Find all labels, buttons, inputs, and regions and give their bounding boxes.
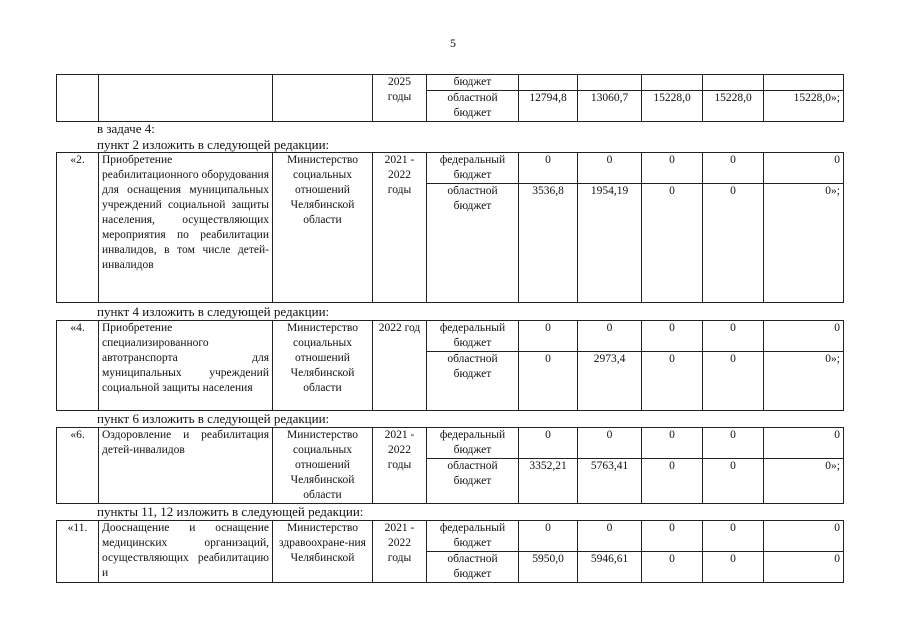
cell-period: 2021 - 2022 годы bbox=[373, 153, 427, 303]
cell-value: 0 bbox=[764, 428, 844, 459]
cell-value: 0»; bbox=[764, 459, 844, 504]
cell-value: 0 bbox=[703, 321, 764, 352]
cell-value: 0 bbox=[703, 184, 764, 303]
cell-value: 0 bbox=[519, 521, 578, 552]
cell-org: Министерство социальных отношений Челябинской области bbox=[273, 428, 373, 504]
cell-value bbox=[578, 75, 642, 91]
cell-value: 3352,21 bbox=[519, 459, 578, 504]
cell-value: 0 bbox=[764, 521, 844, 552]
cell-value: 0 bbox=[703, 352, 764, 411]
cell-fund: федеральный бюджет bbox=[427, 153, 519, 184]
cell-period bbox=[373, 75, 427, 122]
table-item-11 bbox=[56, 520, 844, 583]
cell-value bbox=[764, 75, 844, 91]
cell-value: 0 bbox=[642, 521, 703, 552]
cell-period: 2022 год bbox=[373, 321, 427, 411]
period-line: годы bbox=[387, 91, 412, 103]
cell-value: 3536,8 bbox=[519, 184, 578, 303]
cell-value: 12794,8 bbox=[519, 91, 578, 122]
caption-p2: пункт 2 изложить в следующей редакции: bbox=[97, 137, 330, 152]
cell-num: «6. bbox=[57, 428, 99, 504]
cell-org bbox=[273, 75, 373, 122]
caption-task4: в задаче 4: bbox=[97, 121, 155, 136]
cell-value: 0 bbox=[519, 321, 578, 352]
cell-value bbox=[642, 75, 703, 91]
cell-org: Министерство здравоохране-ния Челябинской bbox=[273, 521, 373, 583]
cell-value: 0»; bbox=[764, 352, 844, 411]
cell-name: Приобретение реабилитационного оборудования для оснащения муниципальных учреждений социальной защиты населения, осуществляющих мероприятия по реабилитации инвалидов, в том числе детей-инвалидов bbox=[99, 153, 273, 303]
cell-fund: областной бюджет bbox=[427, 352, 519, 411]
cell-fund: бюджет bbox=[427, 75, 519, 91]
cell-value: 0 bbox=[642, 428, 703, 459]
cell-value: 0 bbox=[519, 352, 578, 411]
cell-value: 0 bbox=[578, 153, 642, 184]
cell-value: 0 bbox=[642, 321, 703, 352]
cell-num: «2. bbox=[57, 153, 99, 303]
cell-org: Министерство социальных отношений Челябинской области bbox=[273, 321, 373, 411]
cell-value: 0»; bbox=[764, 184, 844, 303]
page-number: 5 bbox=[450, 36, 456, 50]
cell-value bbox=[519, 75, 578, 91]
cell-fund: федеральный бюджет bbox=[427, 321, 519, 352]
cell-value: 0 bbox=[578, 521, 642, 552]
cell-value: 0 bbox=[578, 321, 642, 352]
table-tail bbox=[56, 74, 844, 122]
cell-value: 0 bbox=[519, 428, 578, 459]
cell-value: 0 bbox=[578, 428, 642, 459]
period-line: 2025 bbox=[388, 76, 411, 88]
cell-value: 0 bbox=[764, 153, 844, 184]
cell-value: 0 bbox=[703, 153, 764, 184]
cell-value: 0 bbox=[642, 153, 703, 184]
cell-value: 2973,4 bbox=[578, 352, 642, 411]
cell-value: 0 bbox=[642, 352, 703, 411]
cell-fund: областной бюджет bbox=[427, 184, 519, 303]
cell-fund: областной бюджет bbox=[427, 91, 519, 122]
cell-fund: федеральный бюджет bbox=[427, 521, 519, 552]
cell-value: 0 bbox=[642, 459, 703, 504]
cell-value: 0 bbox=[703, 552, 764, 583]
caption-p4: пункт 4 изложить в следующей редакции: bbox=[97, 304, 330, 319]
cell-value: 1954,19 bbox=[578, 184, 642, 303]
cell-num: «11. bbox=[57, 521, 99, 583]
caption-p11: пункты 11, 12 изложить в следующей редакции: bbox=[97, 504, 364, 519]
cell-fund: федеральный бюджет bbox=[427, 428, 519, 459]
cell-value: 0 bbox=[764, 552, 844, 583]
cell-value: 15228,0 bbox=[642, 91, 703, 122]
cell-value: 5946,61 bbox=[578, 552, 642, 583]
cell-value: 5950,0 bbox=[519, 552, 578, 583]
cell-value: 15228,0 bbox=[703, 91, 764, 122]
cell-num: «4. bbox=[57, 321, 99, 411]
cell-period: 2021 - 2022 годы bbox=[373, 428, 427, 504]
cell-value: 0 bbox=[703, 428, 764, 459]
cell-name: Дооснащение и оснащение медицинских организаций, осуществляющих реабилитацию и bbox=[99, 521, 273, 583]
cell-value: 0 bbox=[642, 184, 703, 303]
table-item-2 bbox=[56, 152, 844, 303]
cell-value: 0 bbox=[764, 321, 844, 352]
cell-name: Оздоровление и реабилитация детей-инвалидов bbox=[99, 428, 273, 504]
cell-name: Приобретение специализированного автотранспорта для муниципальных учреждений социальной защиты населения bbox=[99, 321, 273, 411]
cell-value: 0 bbox=[642, 552, 703, 583]
cell-value: 0 bbox=[519, 153, 578, 184]
caption-p6: пункт 6 изложить в следующей редакции: bbox=[97, 411, 330, 426]
cell-value: 5763,41 bbox=[578, 459, 642, 504]
cell-fund: областной бюджет bbox=[427, 552, 519, 583]
cell-org: Министерство социальных отношений Челябинской области bbox=[273, 153, 373, 303]
table-item-6 bbox=[56, 427, 844, 504]
cell-value: 0 bbox=[703, 459, 764, 504]
cell-value: 13060,7 bbox=[578, 91, 642, 122]
cell-num bbox=[57, 75, 99, 122]
cell-value bbox=[703, 75, 764, 91]
cell-name bbox=[99, 75, 273, 122]
cell-period: 2021 - 2022 годы bbox=[373, 521, 427, 583]
table-item-4 bbox=[56, 320, 844, 411]
cell-fund: областной бюджет bbox=[427, 459, 519, 504]
cell-value: 15228,0»; bbox=[764, 91, 844, 122]
cell-value: 0 bbox=[703, 521, 764, 552]
